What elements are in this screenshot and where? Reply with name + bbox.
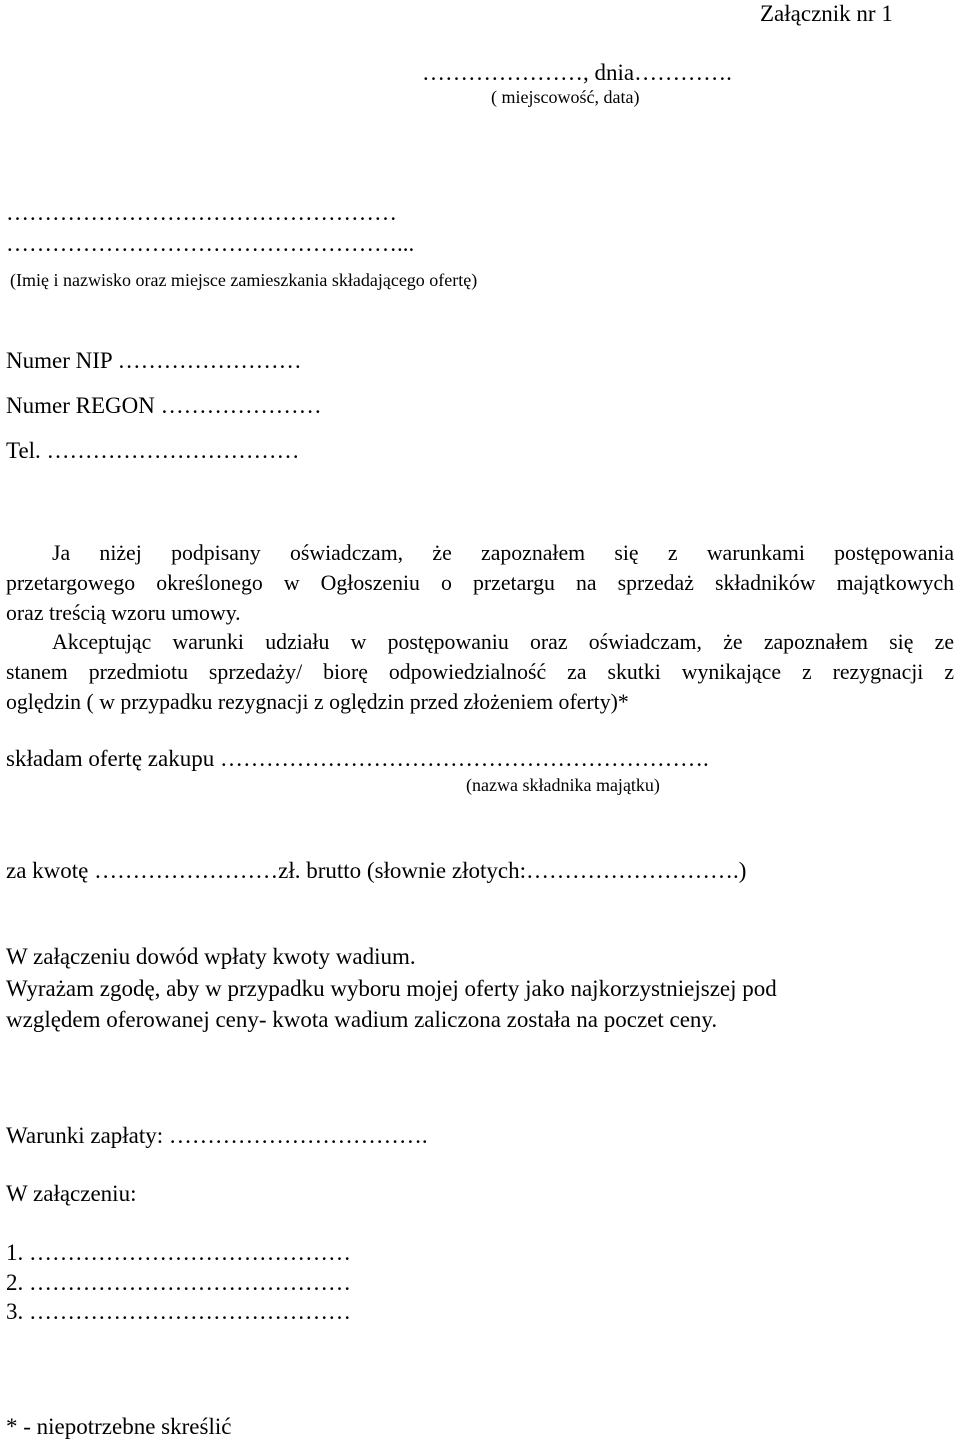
attachment-item-1: 1. …………………………………… xyxy=(6,1240,351,1265)
attachments-label: W załączeniu: xyxy=(6,1181,137,1206)
bidder-line-1: …………………………………………… xyxy=(6,200,397,225)
declaration-p2-line-1: Akceptując warunki udziału w postępowaniu oraz oświadczam, że zapoznałem się ze xyxy=(52,630,954,654)
declaration-p2-line-2: stanem przedmiotu sprzedaży/ biorę odpowiedzialność za skutki wynikające z rezygnacji z xyxy=(6,660,954,684)
place-date-line: …………………, dnia…………. xyxy=(422,60,732,85)
attachment-item-2: 2. …………………………………… xyxy=(6,1270,351,1295)
offer-caption: (nazwa składnika majątku) xyxy=(466,775,660,795)
declaration-p1-line-1: Ja niżej podpisany oświadczam, że zapoznałem się z warunkami postępowania xyxy=(52,541,954,565)
attachment-item-3: 3. …………………………………… xyxy=(6,1299,351,1324)
declaration-paragraph-2 xyxy=(6,627,954,717)
wadium-line-3: względem oferowanej ceny- kwota wadium zaliczona została na poczet ceny. xyxy=(6,1007,718,1032)
bidder-caption: (Imię i nazwisko oraz miejsce zamieszkania składającego ofertę) xyxy=(10,270,478,290)
nip-field: Numer NIP …………………… xyxy=(6,348,302,373)
amount-line: za kwotę ……………………zł. brutto (słownie złotych:……………………….) xyxy=(6,858,747,883)
payment-terms: Warunki zapłaty: ……………………………. xyxy=(6,1123,428,1148)
declaration-p1-line-2: przetargowego określonego w Ogłoszeniu o przetargu na sprzedaż składników majątkowych xyxy=(6,571,954,595)
declaration-p2-line-3: oględzin ( w przypadku rezygnacji z oględzin przed złożeniem oferty)* xyxy=(6,690,629,714)
place-date-caption: ( miejscowość, data) xyxy=(491,87,640,107)
bidder-line-2: ……………………………………………... xyxy=(6,231,415,256)
declaration-p1-line-3: oraz treścią wzoru umowy. xyxy=(6,601,241,625)
tel-field: Tel. …………………………… xyxy=(6,438,300,463)
wadium-line-2: Wyrażam zgodę, aby w przypadku wyboru mojej oferty jako najkorzystniejszej pod xyxy=(6,976,777,1001)
footnote: * - niepotrzebne skreślić xyxy=(6,1414,232,1439)
declaration-paragraph-1 xyxy=(6,538,954,628)
regon-field: Numer REGON ………………… xyxy=(6,393,322,418)
offer-line: składam ofertę zakupu ………………………………………………………. xyxy=(6,746,709,771)
annex-label: Załącznik nr 1 xyxy=(760,1,893,26)
wadium-line-1: W załączeniu dowód wpłaty kwoty wadium. xyxy=(6,944,416,969)
